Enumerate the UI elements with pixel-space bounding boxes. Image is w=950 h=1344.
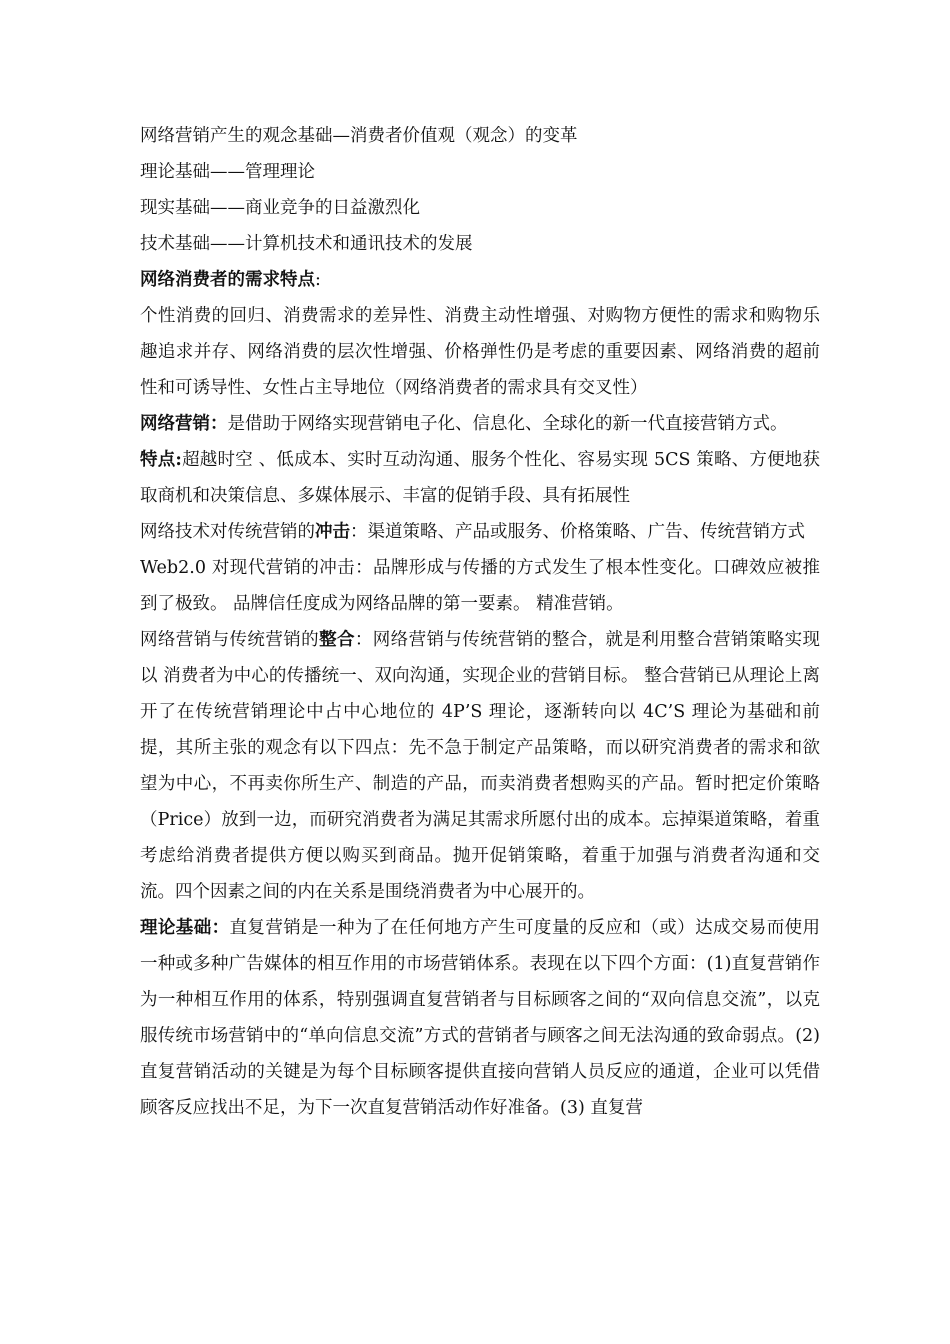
- definition-text: 是借助于网络实现营销电子化、信息化、全球化的新一代直接营销方式。: [227, 414, 788, 434]
- paragraph-integration: [102, 622, 820, 910]
- bold-term-impact: 冲击: [315, 522, 350, 542]
- paragraph-consumer-demand: 个性消费的回归、消费需求的差异性、消费主动性增强、对购物方便性的需求和购物乐趣追求并存、网络消费的层次性增强、价格弹性仍是考虑的重要因素、网络消费的超前性和可诱导性、女性占主导地位（网络消费者的需求具有交叉性）: [140, 306, 820, 398]
- paragraph-web20: Web2.0 对现代营销的冲击：品牌形成与传播的方式发生了根本性变化。口碑效应被推到了极致。 品牌信任度成为网络品牌的第一要素。 精准营销。: [140, 558, 820, 614]
- impact-text: ：渠道策略、产品或服务、价格策略、广告、传统营销方式: [350, 522, 805, 542]
- bold-term-network-marketing: 网络营销：: [140, 414, 228, 434]
- theory-text: 直复营销是一种为了在任何地方产生可度量的反应和（或）达成交易而使用一种或多种广告媒体的相互作用的市场营销体系。表现在以下四个方面：(1)直复营销作为一种相互作用的体系，特别强调直复营销者与目标顾客之间的“双向信息交流”，以克服传统市场营销中的“单向信息交流”方式的营销者与顾客之间无法沟通的致命弱点。(2) 直复营销活动的关键是为每个目标顾客提供直接向营销人员反应的通道，企业可以凭借顾客反应找出不足，为下一次直复营销活动作好准备。(3) 直复营: [140, 918, 821, 1118]
- heading-consumer-demand: [102, 262, 820, 298]
- bold-term-integration: 整合: [319, 630, 355, 650]
- paragraph-impact: [102, 514, 820, 550]
- paragraph-features: [102, 442, 820, 514]
- features-text: 超越时空 、低成本、实时互动沟通、服务个性化、容易实现 5CS 策略、方便地获取商机和决策信息、多媒体展示、丰富的促销手段、具有拓展性: [140, 450, 820, 506]
- integration-prefix: 网络营销与传统营销的: [140, 630, 320, 650]
- colon: :: [315, 270, 321, 290]
- text-line-foundation-theory: 理论基础——管理理论: [140, 162, 315, 182]
- text-line-foundation-concept: 网络营销产生的观念基础—消费者价值观（观念）的变革: [140, 126, 578, 146]
- impact-prefix: 网络技术对传统营销的: [140, 522, 315, 542]
- text-line-foundation-reality: 现实基础——商业竞争的日益激烈化: [140, 198, 420, 218]
- integration-text: ：网络营销与传统营销的整合，就是利用整合营销策略实现以 消费者为中心的传播统一、双向沟通，实现企业的营销目标。 整合营销已从理论上离开了在传统营销理论中占中心地位的 4P’S 理论，逐渐转向以 4C’S 理论为基础和前提，其所主张的观念有以下四点：先不急于制定产品策略，而以研究消费者的需求和欲望为中心，不再卖你所生产、制造的产品，而卖消费者想购买的产品。暂时把定价策略（Price）放到一边，而研究消费者为满足其需求所愿付出的成本。忘掉渠道策略，着重考虑给消费者提供方便以购买到商品。抛开促销策略，着重于加强与消费者沟通和交流。四个因素之间的内在关系是围绕消费者为中心展开的。: [140, 630, 821, 902]
- bold-term-features: 特点:: [140, 450, 182, 470]
- bold-term-consumer-demand: 网络消费者的需求特点: [140, 270, 315, 290]
- paragraph-network-marketing-definition: [102, 406, 820, 442]
- text-line-foundation-technology: 技术基础——计算机技术和通讯技术的发展: [140, 234, 473, 254]
- paragraph-theory-basis: [102, 910, 820, 1126]
- document-page: [102, 118, 820, 1126]
- bold-term-theory-basis: 理论基础：: [140, 918, 230, 938]
